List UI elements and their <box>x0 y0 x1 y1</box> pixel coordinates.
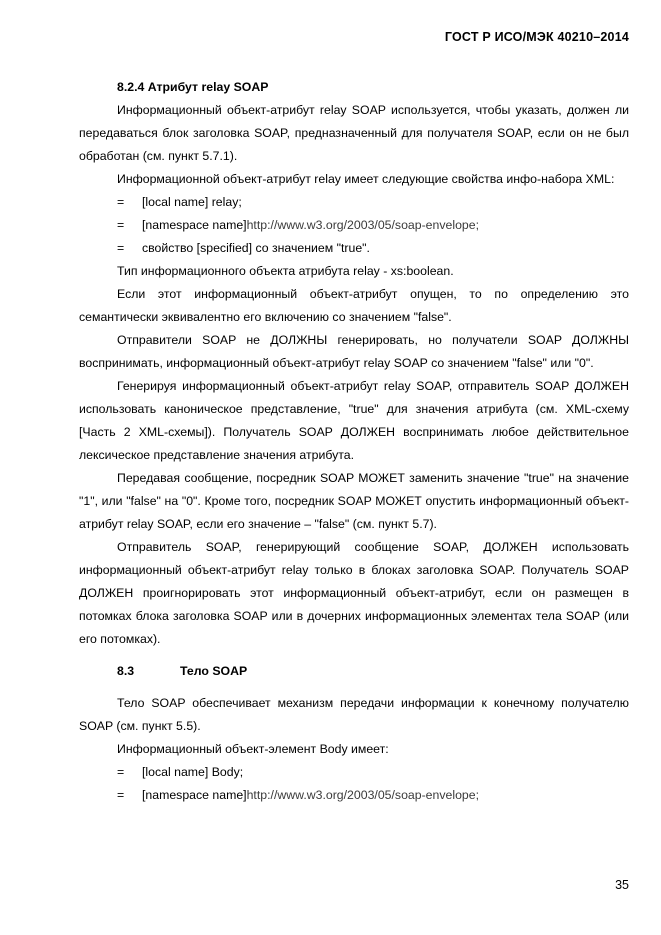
list-marker: = <box>117 195 125 209</box>
section-title: Тело SOAP <box>180 664 248 678</box>
list-item-text: [namespace name] <box>142 788 247 802</box>
subsection-title: 8.2.4 Атрибут relay SOAP <box>117 80 269 94</box>
paragraph: Генерируя информационный объект-атрибут relay SOAP, отправитель SOAP ДОЛЖЕН использовать каноническое представление, "true" для значения атрибута (см. XML-схему [Часть 2 XML-схемы]). Получатель SOAP ДОЛЖЕН воспринимать любое действительное лексическое представление значения атрибута. <box>79 379 629 462</box>
paragraph: Информационный объект-атрибут relay SOAP используется, чтобы указать, должен ли передаваться блок заголовка SOAP, предназначенный для получателя SOAP, если он не был обработан (см. пункт 5.7.1). <box>79 103 629 163</box>
list-marker: = <box>117 765 125 779</box>
paragraph: Информационной объект-атрибут relay имеет следующие свойства инфо-набора XML: <box>117 172 615 186</box>
namespace-link[interactable]: http://www.w3.org/2003/05/soap-envelope; <box>246 788 480 802</box>
document-header: ГОСТ Р ИСО/МЭК 40210–2014 <box>444 30 629 44</box>
page-number: 35 <box>615 878 629 892</box>
list-item-text: свойство [specified] со значением "true". <box>142 241 370 255</box>
list-item <box>79 761 629 784</box>
paragraph: Информационный объект-элемент Body имеет: <box>117 742 389 756</box>
list-item <box>79 214 629 237</box>
list-item-text: [namespace name] <box>142 218 247 232</box>
paragraph: Тело SOAP обеспечивает механизм передачи информации к конечному получателю SOAP (см. пункт 5.5). <box>79 696 629 733</box>
list-marker: = <box>117 241 125 255</box>
paragraph: Отправители SOAP не ДОЛЖНЫ генерировать, но получатели SOAP ДОЛЖНЫ воспринимать, информационный объект-атрибут relay SOAP со значением "false" или "0". <box>79 333 629 370</box>
paragraph: Отправитель SOAP, генерирующий сообщение SOAP, ДОЛЖЕН использовать информационный объект-атрибут relay только в блоках заголовка SOAP. Получатель SOAP ДОЛЖЕН проигнорировать этот информационный объект-атрибут, если он размещен в потомках блока заголовка SOAP или в дочерних информационных элементах тела SOAP (или его потомках). <box>79 540 630 646</box>
section-heading <box>117 660 629 683</box>
paragraph: Передавая сообщение, посредник SOAP МОЖЕТ заменить значение "true" на значение "1", или "false" на "0". Кроме того, посредник SOAP МОЖЕТ опустить информационный объект-атрибут relay SOAP, если его значение – "false" (см. пункт 5.7). <box>79 471 629 531</box>
page-body <box>79 76 629 807</box>
section-number: 8.3 <box>117 664 135 678</box>
paragraph: Тип информационного объекта атрибута relay - xs:boolean. <box>117 264 454 278</box>
list-marker: = <box>117 788 125 802</box>
list-marker: = <box>117 218 125 232</box>
list-item <box>79 191 629 214</box>
list-item <box>79 237 629 260</box>
list-item-text: [local name] relay; <box>142 195 242 209</box>
paragraph: Если этот информационный объект-атрибут опущен, то по определению это семантически эквивалентно его включению со значением "false". <box>79 287 629 324</box>
list-item <box>79 784 629 807</box>
list-item-text: [local name] Body; <box>142 765 244 779</box>
namespace-link[interactable]: http://www.w3.org/2003/05/soap-envelope; <box>246 218 480 232</box>
